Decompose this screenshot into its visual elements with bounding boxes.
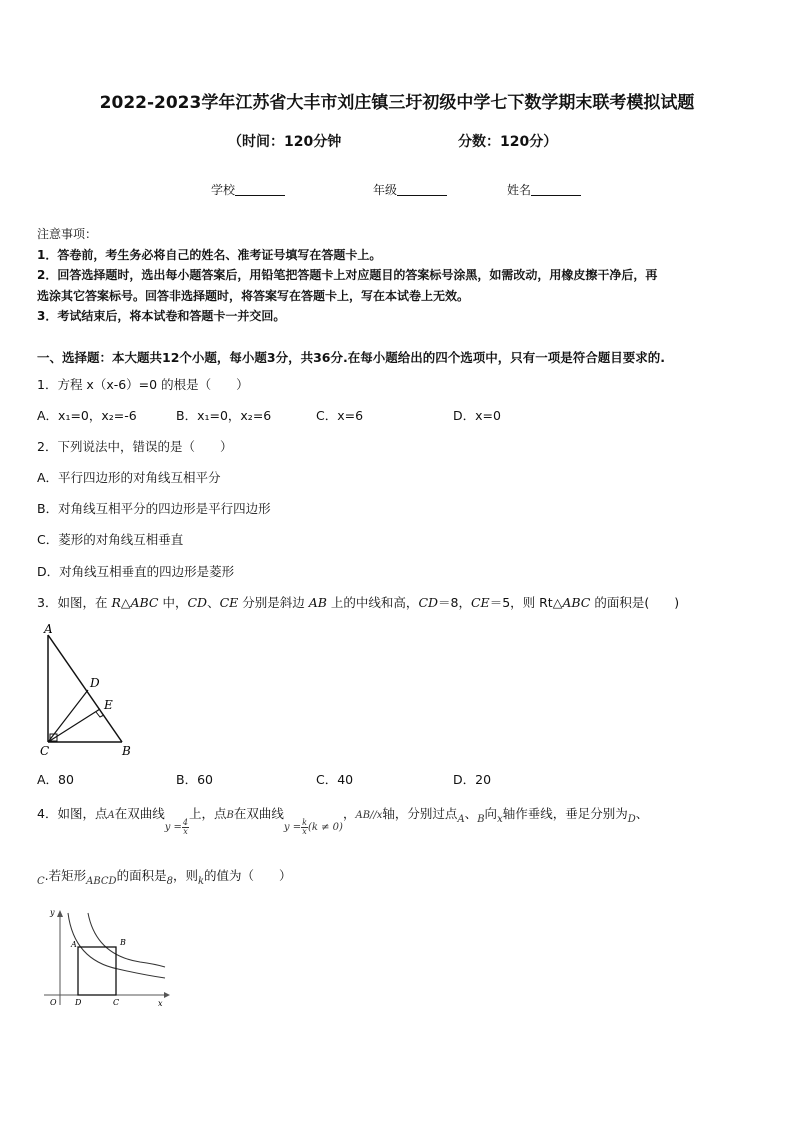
q3-text: ＝8， [438,595,471,610]
q3-math: CD [418,595,439,610]
formula-lhs: y = [164,822,182,833]
q4-math: ABCD [86,876,117,887]
grade-label: 年级 [373,183,398,197]
q4-formula-2 [283,818,343,836]
q4-math: D [627,814,636,825]
label-d: D [90,676,100,690]
q3-option-c: C．40 [316,772,354,787]
q4-math: B [226,810,234,821]
formula-condition: (k ≠ 0) [307,822,343,833]
note-item: 3．考试结束后，将本试卷和答题卡一并交回。 [37,309,286,323]
q4-text: 的面积是 [116,868,167,883]
q4-text: 、 [464,806,478,821]
notes [37,224,657,327]
q4-text: 在双曲线 [233,806,284,821]
denominator: x [183,827,188,836]
q3-option-a: A．80 [37,772,74,787]
q4-math: C [37,876,45,887]
q3-text: 分别是斜边 [238,595,309,610]
formula-fraction [301,819,308,836]
label-c: C [113,998,120,1007]
q2-option-d: D．对角线互相垂直的四边形是菱形 [37,564,235,579]
q3-text: ＝5，则 Rt△ [489,595,563,610]
q3-text: 3．如图，在 [37,595,112,610]
exam-time: （时间：120分钟 [228,134,342,150]
label-o: O [50,998,57,1007]
q4-text: 轴作垂线，垂足分别为 [502,806,628,821]
numerator: 4 [182,818,189,827]
q4-math: A [107,810,115,821]
q3-text: 上的中线和高， [326,595,419,610]
rectangle-abcd [78,947,116,995]
q4-stem-line2 [37,866,292,887]
q4-math: A [457,814,465,825]
label-a: A [71,940,77,949]
q3-math: CE [219,595,239,610]
name-field [507,181,581,198]
q4-math: B [477,814,485,825]
numerator: k [302,818,307,827]
label-b: B [122,744,131,758]
q4-text: 上，点 [189,806,227,821]
name-label: 姓名 [507,183,532,197]
q4-text: 在双曲线 [114,806,165,821]
q4-math: x [497,814,503,825]
q2-stem: 2．下列说法中，错误的是（ ） [37,439,233,454]
section-header: 一、选择题：本大题共12个小题，每小题3分，共36分.在每小题给出的四个选项中，只有一项是符合题目要求的. [37,350,665,365]
x-axis-arrow [164,992,170,998]
label-b: B [120,938,126,947]
q1-option-a: A．x₁=0，x₂=-6 [37,408,137,423]
q3-stem [37,593,679,611]
school-blank [235,183,285,196]
q3-math: R△ABC [111,595,159,610]
exam-score: 分数：120分） [458,134,558,150]
q4-text: .若矩形 [44,868,87,883]
q2-option-a: A．平行四边形的对角线互相平分 [37,470,221,485]
q4-text: 、 [635,806,649,821]
side-ab [48,635,122,742]
q3-triangle-figure [30,620,140,760]
q3-text: 的面积是( ) [590,595,680,610]
q1-stem: 1．方程 x（x-6）=0 的根是（ ） [37,377,249,392]
grade-blank [397,183,447,196]
q4-text: 向 [484,806,498,821]
q4-math: 8 [166,876,173,887]
note-item: 2．回答选择题时，选出每小题答案后，用铅笔把答题卡上对应题目的答案标号涂黑，如需改动，用橡皮擦干净后，再 [37,268,658,282]
q3-math: ABC [562,595,591,610]
label-c: C [40,744,50,758]
q3-math: CE [470,595,490,610]
grade-field [373,181,447,198]
q1-option-d: D．x=0 [453,408,501,423]
q1-option-c: C．x=6 [316,408,364,423]
school-label: 学校 [211,183,236,197]
q3-text: 中， [158,595,188,610]
formula-fraction [182,819,189,836]
q4-text: ，则 [172,868,198,883]
notes-heading: 注意事项： [37,227,98,241]
note-item: 1．答卷前，考生务必将自己的姓名、准考证号填写在答题卡上。 [37,247,382,262]
q4-text: ， [342,806,356,821]
q2-option-c: C．菱形的对角线互相垂直 [37,532,184,547]
school-field [211,181,285,198]
label-e: E [104,698,113,712]
q4-text: 轴，分别过点 [382,806,458,821]
denominator: x [302,827,307,836]
altitude-ce [48,709,100,742]
q4-math: k [197,876,205,887]
q3-option-b: B．60 [176,772,213,787]
note-item: 选涂其它答案标号。回答非选择题时，将答案写在答题卡上，写在本试卷上无效。 [37,288,470,303]
q4-text: 的值为（ ） [204,868,292,883]
q3-option-d: D．20 [453,772,492,787]
label-a: A [44,622,53,636]
label-x: x [158,999,163,1008]
q4-text: 4．如图，点 [37,806,108,821]
q4-formula-1 [164,818,189,836]
q1-option-b: B．x₁=0，x₂=6 [176,408,272,423]
label-d: D [75,998,82,1007]
q3-text: 、 [207,595,220,610]
q4-math: AB//x [355,810,383,821]
q3-math: CD [187,595,208,610]
y-axis-arrow [57,910,63,917]
curve-k-over-x [88,913,165,967]
q2-option-b: B．对角线互相平分的四边形是平行四边形 [37,501,271,516]
formula-lhs: y = [283,822,302,833]
q4-hyperbola-figure [40,905,175,1010]
page-title: 2022-2023学年江苏省大丰市刘庄镇三圩初级中学七下数学期末联考模拟试题 [99,93,695,113]
label-y: y [50,908,55,917]
name-blank [531,183,581,196]
q3-math: AB [308,595,327,610]
